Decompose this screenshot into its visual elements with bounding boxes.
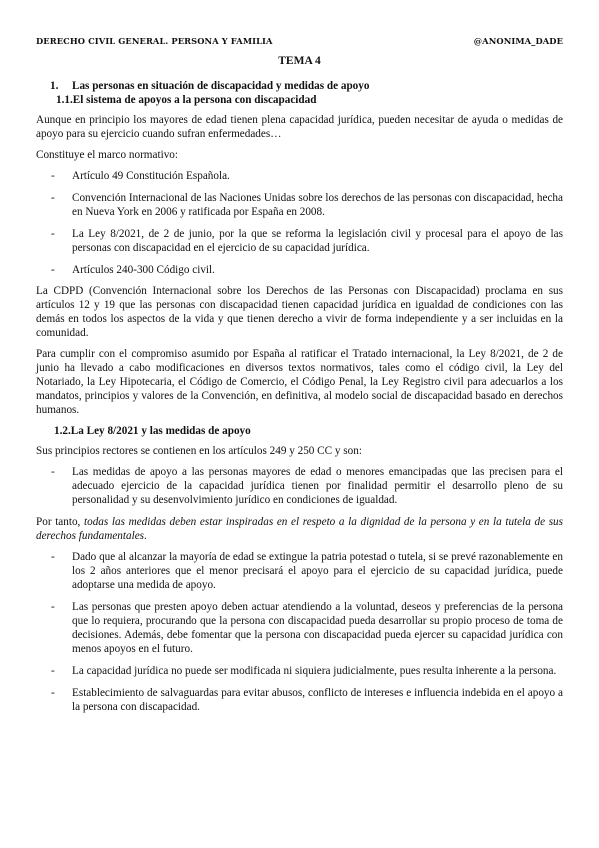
bullet-dash: - xyxy=(51,551,55,563)
list-item xyxy=(36,227,563,255)
bullet-dash: - xyxy=(51,466,55,478)
section-heading-1 xyxy=(36,79,563,93)
principios-list xyxy=(36,465,563,507)
subsection-heading-1-2: 1.2.La Ley 8/2021 y las medidas de apoyo xyxy=(54,425,251,437)
list-item-text: Artículos 240-300 Código civil. xyxy=(72,264,215,276)
bullet-dash: - xyxy=(51,687,55,699)
list-item-text: Convención Internacional de las Naciones Unidas sobre los derechos de las personas con discapacidad, hecha en Nueva York en 2006 y ratificada por España en 2008. xyxy=(72,192,563,218)
list-item xyxy=(36,600,563,656)
subsection-heading-1-1: 1.1.El sistema de apoyos a la persona con discapacidad xyxy=(56,94,317,106)
list-item xyxy=(36,191,563,219)
list-item xyxy=(36,686,563,714)
paragraph-intro: Aunque en principio los mayores de edad tienen plena capacidad jurídica, pueden necesitar de ayuda o medidas de apoyo para su ejercicio cuando sufran enfermedades… xyxy=(36,114,563,140)
list-item xyxy=(36,664,563,678)
list-item-text: Artículo 49 Constitución Española. xyxy=(72,170,230,182)
paragraph-italic-text: todas las medidas deben estar inspiradas en el respeto a la dignidad de la persona y en la tutela de sus derechos fundamentales xyxy=(36,516,563,542)
marco-normativo-list xyxy=(36,169,563,277)
list-item-text: Las medidas de apoyo a las personas mayores de edad o menores emancipadas que las precisen para el adecuado ejercicio de la capacidad jurídica tienen por finalidad permitir el desarrollo pleno de su personalidad y su desenvolvimiento jurídico en condiciones de igualdad. xyxy=(72,466,563,506)
list-item xyxy=(36,263,563,277)
list-item xyxy=(36,465,563,507)
bullet-dash: - xyxy=(51,192,55,204)
section-number: 1. xyxy=(50,80,59,92)
paragraph-text: Por tanto, xyxy=(36,516,85,528)
bullet-dash: - xyxy=(51,601,55,613)
bullet-dash: - xyxy=(51,228,55,240)
list-item-text: La Ley 8/2021, de 2 de junio, por la que se reforma la legislación civil y procesal para el apoyo de las personas con discapacidad en el ejercicio de su capacidad jurídica. xyxy=(72,228,563,254)
bullet-dash: - xyxy=(51,665,55,677)
medidas-list xyxy=(36,550,563,714)
paragraph-principios: Sus principios rectores se contienen en los artículos 249 y 250 CC y son: xyxy=(36,445,362,457)
list-item-text: Establecimiento de salvaguardas para evitar abusos, conflicto de intereses e influencia indebida en el apoyo a la persona con discapacidad. xyxy=(72,687,563,713)
bullet-dash: - xyxy=(51,264,55,276)
paragraph-cdpd: La CDPD (Convención Internacional sobre los Derechos de las Personas con Discapacidad) proclama en sus artículos 12 y 19 que las personas con discapacidad tienen capacidad jurídica en igualdad de condiciones con las demás en todos los aspectos de la vida y que tienen derecho a vivir de forma independiente y a ser incluidas en la comunidad. xyxy=(36,285,563,339)
section-heading-text: Las personas en situación de discapacidad y medidas de apoyo xyxy=(72,80,370,92)
list-item xyxy=(36,550,563,592)
paragraph-marco: Constituye el marco normativo: xyxy=(36,149,178,161)
list-item-text: Dado que al alcanzar la mayoría de edad se extingue la patria potestad o tutela, si se prevé razonablemente en los 2 años anteriores que el menor precisará el apoyo para el ejercicio de su capacidad jurídica, puede adoptarse una medida de apoyo. xyxy=(72,551,563,591)
list-item-text: Las personas que presten apoyo deben actuar atendiendo a la voluntad, deseos y preferencias de la persona que lo requiera, procurando que la persona con discapacidad pueda desarrollar su propio proceso de toma de decisiones. Además, debe fomentar que la persona con discapacidad pueda ejercer su capacidad jurídica con menos apoyos en el futuro. xyxy=(72,601,563,655)
header-author-handle: @ANONIMA_DADE xyxy=(473,36,563,46)
paragraph-por-tanto xyxy=(36,515,563,543)
list-item-text: La capacidad jurídica no puede ser modificada ni siquiera judicialmente, pues resulta inherente a la persona. xyxy=(72,665,557,677)
document-body xyxy=(36,79,563,722)
page-title: TEMA 4 xyxy=(278,55,321,67)
list-item xyxy=(36,169,563,183)
paragraph-text-end: . xyxy=(144,530,147,542)
header-course-title: DERECHO CIVIL GENERAL. PERSONA Y FAMILIA xyxy=(36,36,273,46)
paragraph-ley-8-2021: Para cumplir con el compromiso asumido por España al ratificar el Tratado internacional, la Ley 8/2021, de 2 de junio ha llevado a cabo modificaciones en diversos textos normativos, tales como el código civil, la Ley del Notariado, la Ley Hipotecaria, el Código de Comercio, el Código Penal, la Ley Registro civil para adecuarlos a los mandatos, principios y valores de la Convención, en definitiva, al modelo social de discapacidad basado en derechos humanos. xyxy=(36,348,563,416)
bullet-dash: - xyxy=(51,170,55,182)
